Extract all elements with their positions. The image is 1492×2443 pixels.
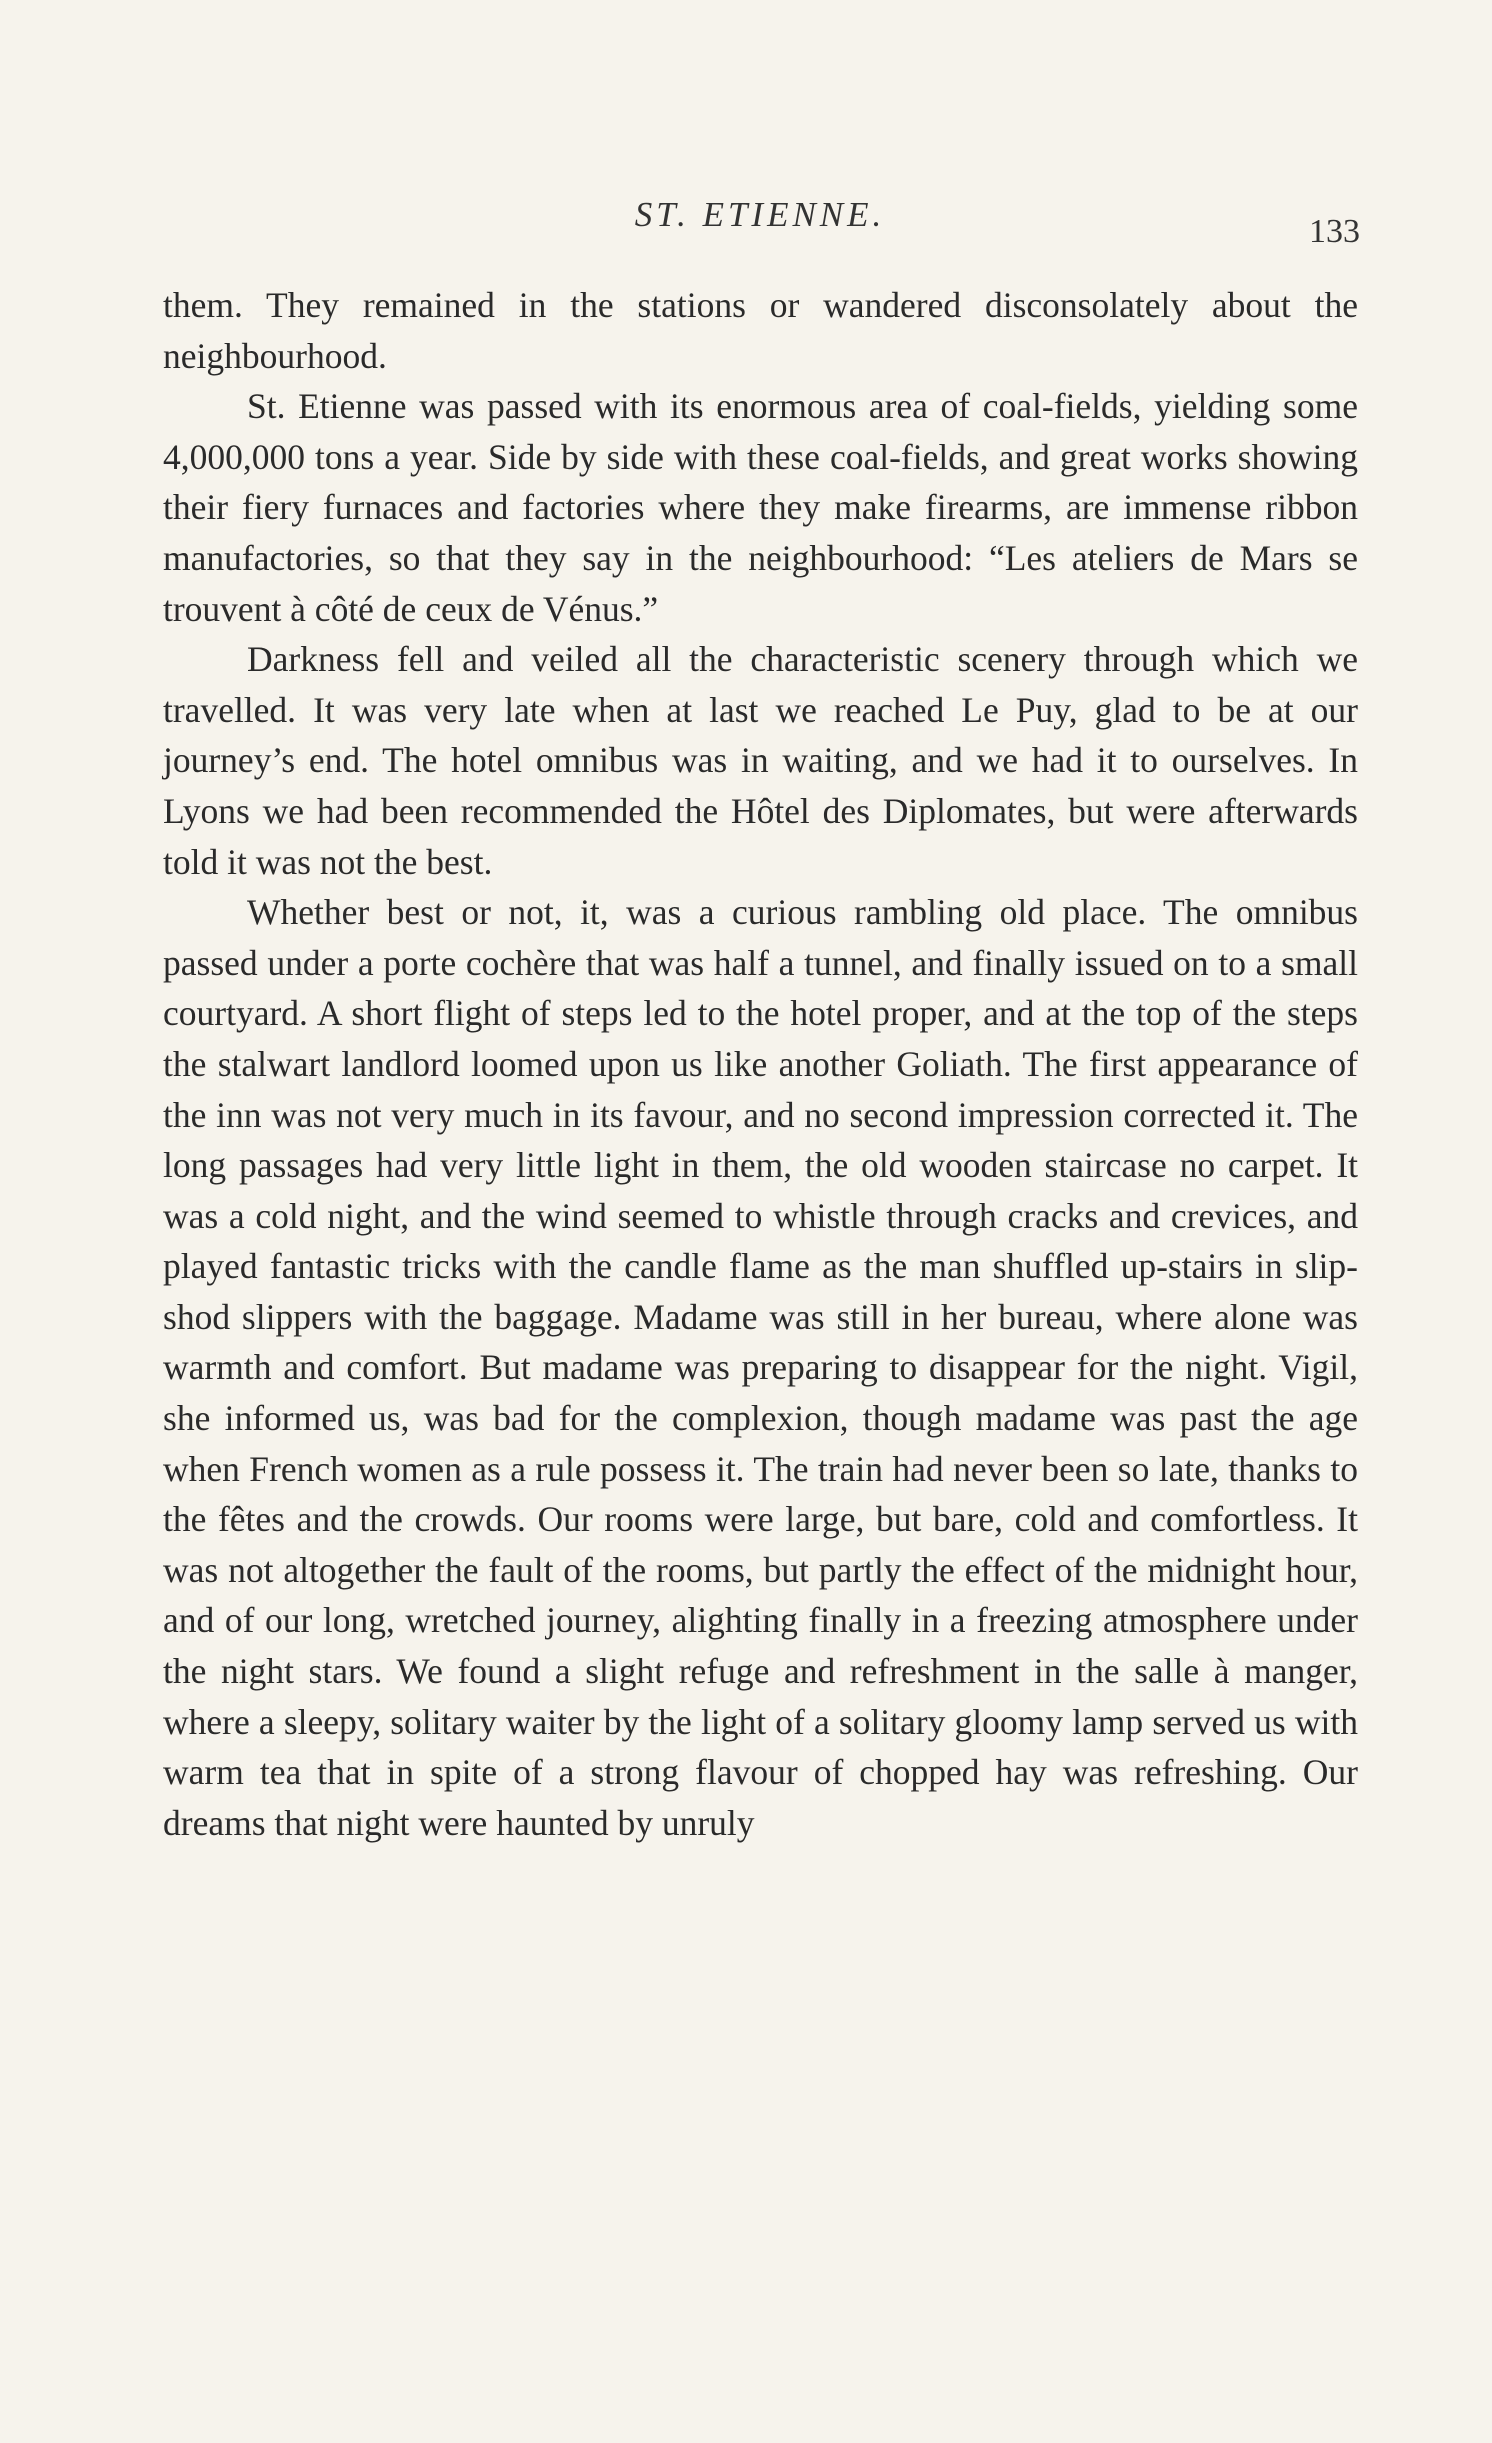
body-text bbox=[163, 280, 1358, 1848]
paragraph-hotel: Whether best or not, it, was a curious rambling old place. The omnibus passed under a porte cochère that was half a tunnel, and finally issued on to a small courtyard. A short flight of steps led to the hotel proper, and at the top of the steps the stalwart landlord loomed upon us like another Goliath. The first appearance of the inn was not very much in its favour, and no second impression corrected it. The long passages had very little light in them, the old wooden staircase no carpet. It was a cold night, and the wind seemed to whistle through cracks and crevices, and played fantastic tricks with the candle flame as the man shuffled up-stairs in slip-shod slippers with the baggage. Madame was still in her bureau, where alone was warmth and comfort. But madame was preparing to disappear for the night. Vigil, she informed us, was bad for the complexion, though madame was past the age when French women as a rule possess it. The train had never been so late, thanks to the fêtes and the crowds. Our rooms were large, but bare, cold and comfortless. It was not altogether the fault of the rooms, but partly the effect of the midnight hour, and of our long, wretched journey, alighting finally in a freezing atmosphere under the night stars. We found a slight refuge and refreshment in the salle à manger, where a sleepy, solitary waiter by the light of a solitary gloomy lamp served us with warm tea that in spite of a strong flavour of chopped hay was refreshing. Our dreams that night were haunted by unruly bbox=[163, 892, 1358, 1843]
running-head bbox=[160, 195, 1360, 255]
paragraph-st-etienne: St. Etienne was passed with its enormous area of coal-fields, yielding some 4,000,000 tons a year. Side by side with these coal-fields, and great works showing their fiery furnaces and factories where they make firearms, are immense ribbon manufactories, so that they say in the neighbourhood: “Les ateliers de Mars se trouvent à côté de ceux de Vénus.” bbox=[163, 386, 1358, 629]
running-title: ST. ETIENNE. bbox=[634, 195, 886, 234]
page-number: 133 bbox=[1309, 213, 1360, 250]
paragraph-darkness: Darkness fell and veiled all the characteristic scenery through which we travelled. It was very late when at last we reached Le Puy, glad to be at our journey’s end. The hotel omnibus was in waiting, and we had it to ourselves. In Lyons we had been recommended the Hôtel des Diplomates, but were afterwards told it was not the best. bbox=[163, 639, 1358, 882]
paragraph-continuation: them. They remained in the stations or wandered disconsolately about the neighbourhood. bbox=[163, 285, 1358, 376]
